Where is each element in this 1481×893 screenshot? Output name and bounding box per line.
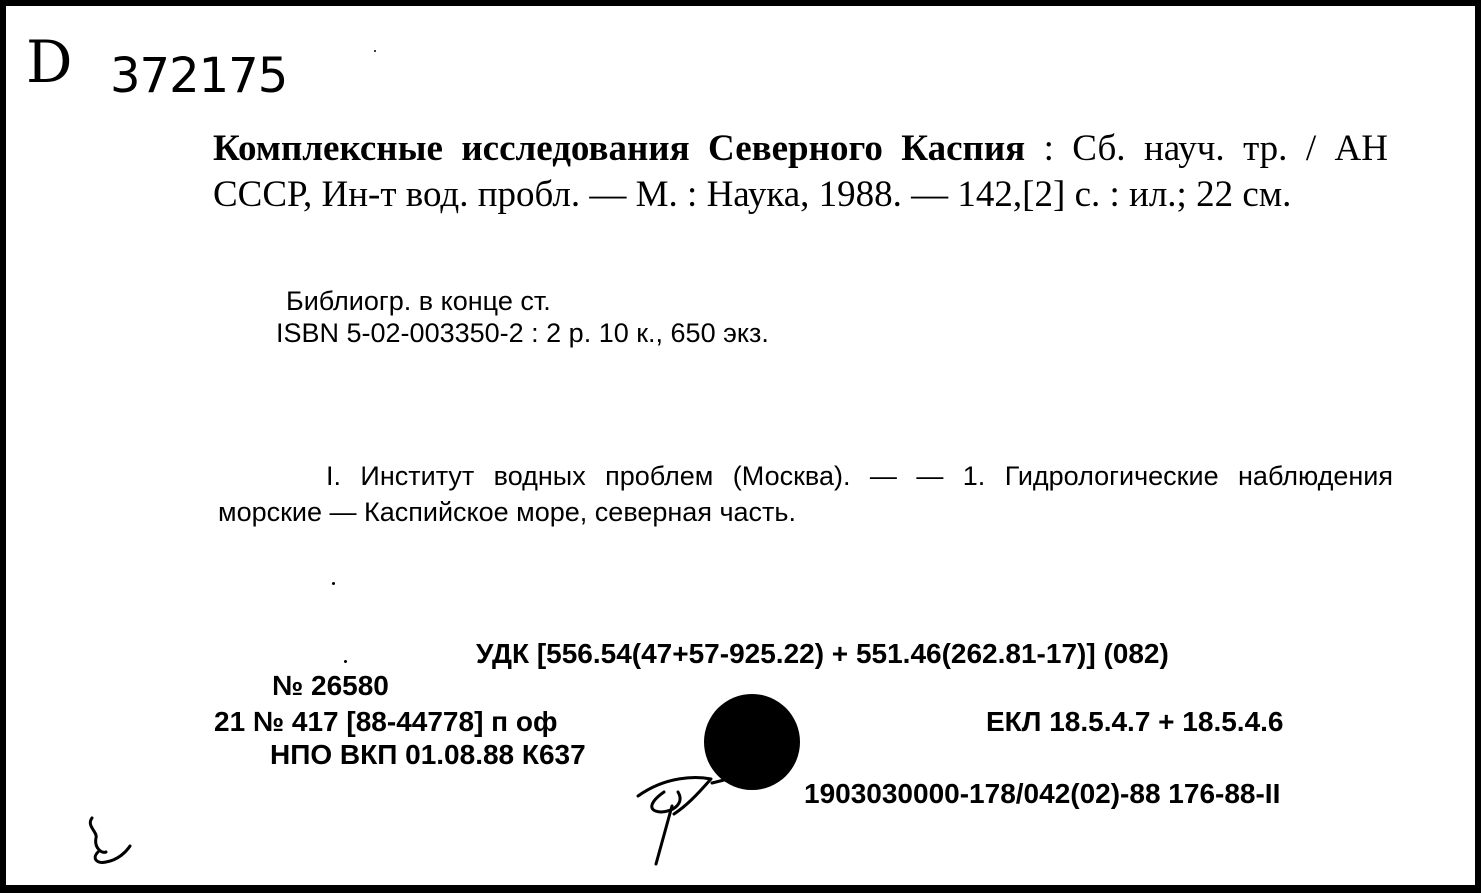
udk-classification: УДК [556.54(47+57-925.22) + 551.46(262.81-17)] (082) — [476, 638, 1169, 669]
call-prefix: D — [26, 28, 71, 96]
npo-line: НПО ВКП 01.08.88 К637 — [270, 739, 586, 770]
order-line: 21 № 417 [88-44778] п оф — [214, 706, 558, 737]
isbn-line: ISBN 5-02-003350-2 : 2 р. 10 к., 650 экз. — [276, 318, 769, 348]
handwritten-marks — [6, 6, 1475, 885]
speck — [332, 582, 335, 585]
call-number: 372175 — [110, 48, 288, 104]
publication-details: : Сб. науч. тр. / АН СССР, Ин-т вод. пробл. — М. : Наука, 1988. — 142,[2] с. : ил.; 22 см. — [213, 128, 1388, 215]
book-title: Комплексные исследования Северного Каспия — [213, 128, 1026, 169]
subject-tracing: I. Институт водных проблем (Москва). — — 1. Гидрологические наблюдения морские — Каспийское море, северная часть. — [218, 461, 1393, 527]
speck — [344, 660, 347, 663]
card-number: № 26580 — [272, 670, 389, 701]
bibliography-note: Библиогр. в конце ст. — [286, 286, 551, 316]
ekl-classification: ЕКЛ 18.5.4.7 + 18.5.4.6 — [986, 706, 1284, 737]
catalog-card — [6, 6, 1475, 885]
publisher-code: 1903030000-178/042(02)-88 176-88-II — [804, 778, 1281, 809]
pen-stroke — [712, 775, 744, 783]
handwritten-mark-corner — [90, 818, 130, 862]
handwritten-seven — [638, 778, 711, 864]
speck — [374, 50, 376, 52]
